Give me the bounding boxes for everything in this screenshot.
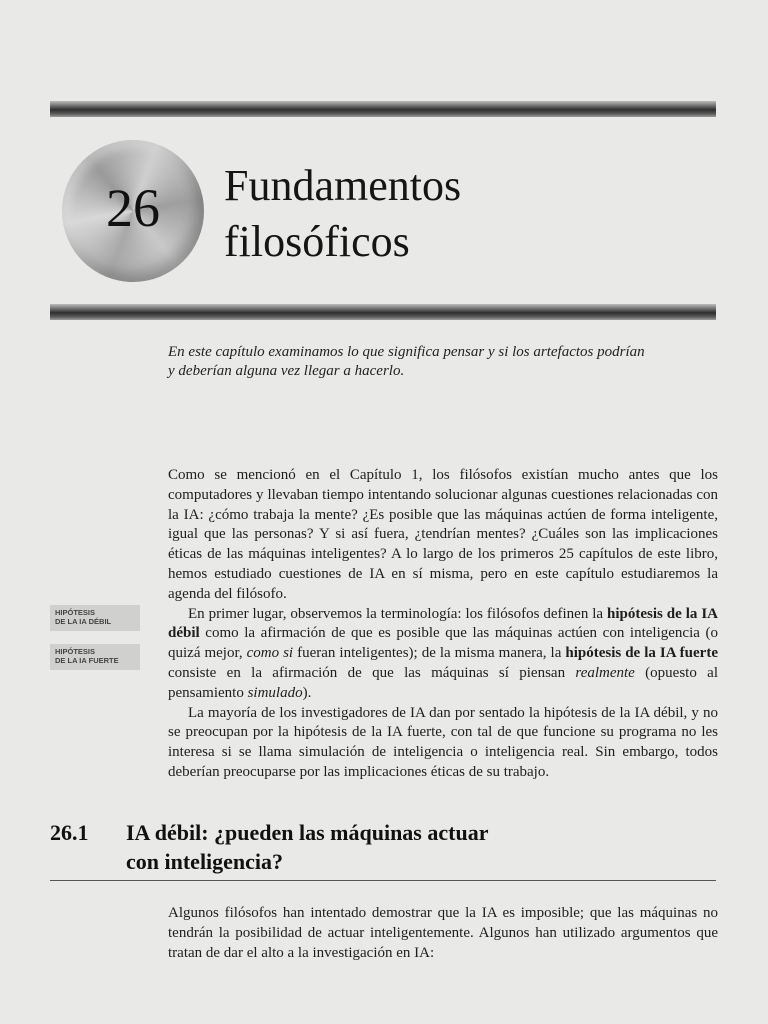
p2-text-a: En primer lugar, observemos la terminología: los filósofos definen la: [188, 605, 608, 622]
p2-text-e: (opuesto al pensamiento: [168, 664, 718, 701]
p2-text-f: ).: [302, 684, 312, 701]
p2-emphasis-2: realmente: [575, 664, 635, 681]
section-title: [126, 818, 716, 876]
margin-note-strong-ai-line2: DE LA IA FUERTE: [55, 656, 119, 665]
section-paragraph-1: Algunos filósofos han intentado demostrar que la IA es imposible; que las máquinas no tendrán la posibilidad de actuar inteligentemente. Algunos han utilizado argumentos que tratan de dar el alto a la investigación en IA:: [168, 905, 718, 961]
chapter-number-badge: [62, 140, 204, 282]
paragraph-3: La mayoría de los investigadores de IA dan por sentado la hipótesis de la IA débil, y no se preocupan por la hipótesis de la IA fuerte, con tal de que funcione su programa no les interesa si se llama simulación de inteligencia o inteligencia real. Sin embargo, todos deberían preocuparse por las implicaciones éticas de su trabajo.: [168, 704, 718, 780]
keyword-weak-ai: hipótesis de la IA débil: [168, 605, 719, 642]
intro-line1: En este capítulo examinamos lo que significa pensar y si los artefactos podrían: [168, 344, 645, 360]
chapter-title-line2: filosóficos: [224, 217, 410, 266]
chapter-title: [224, 158, 704, 270]
margin-note-weak-ai-line1: HIPÓTESIS: [55, 608, 96, 617]
section-body: [168, 904, 718, 963]
margin-note-strong-ai-line1: HIPÓTESIS: [55, 647, 96, 656]
paragraph-2: [168, 605, 718, 704]
margin-note-weak-ai: [50, 605, 140, 631]
p2-emphasis-1: como si: [246, 645, 294, 662]
chapter-number: 26: [106, 178, 160, 238]
chapter-title-line1: Fundamentos: [224, 161, 462, 210]
keyword-strong-ai: hipótesis de la IA fuerte: [565, 645, 718, 662]
chapter-intro: [168, 343, 708, 381]
p2-text-c: fueran inteligentes); de la misma manera, la: [293, 645, 566, 662]
margin-note-weak-ai-line2: DE LA IA DÉBIL: [55, 617, 112, 626]
p2-emphasis-3: simulado: [247, 684, 303, 701]
chapter-top-bar: [50, 101, 716, 117]
p2-text-b: como la afirmación de que es posible que las máquinas actúen con inteligencia (o quizá mejor,: [168, 625, 718, 662]
section-title-line2: con inteligencia?: [126, 849, 284, 874]
p2-text-d: consiste en la afirmación de que las máquinas sí piensan: [168, 664, 576, 681]
paragraph-1: Como se mencionó en el Capítulo 1, los filósofos existían mucho antes que los computadores y llevaban tiempo intentando solucionar algunas cuestiones relacionadas con la IA: ¿cómo trabaja la mente? ¿Es posible que las máquinas actúen de forma inteligente, igual que las personas? Y si así fuera, ¿tendrían mentes? ¿Cuáles son las implicaciones éticas de las máquinas inteligentes? A lo largo de los primeros 25 capítulos de este libro, hemos estudiado cuestiones de IA en sí misma, pero en este capítulo estudiaremos la agenda del filósofo.: [168, 467, 718, 602]
chapter-body: [168, 466, 718, 783]
intro-line2: y deberían alguna vez llegar a hacerlo.: [168, 363, 405, 379]
section-divider: [50, 880, 716, 881]
margin-note-strong-ai: [50, 644, 140, 670]
chapter-bottom-bar: [50, 304, 716, 320]
section-title-line1: IA débil: ¿pueden las máquinas actuar: [126, 820, 489, 845]
section-number: 26.1: [50, 820, 89, 845]
